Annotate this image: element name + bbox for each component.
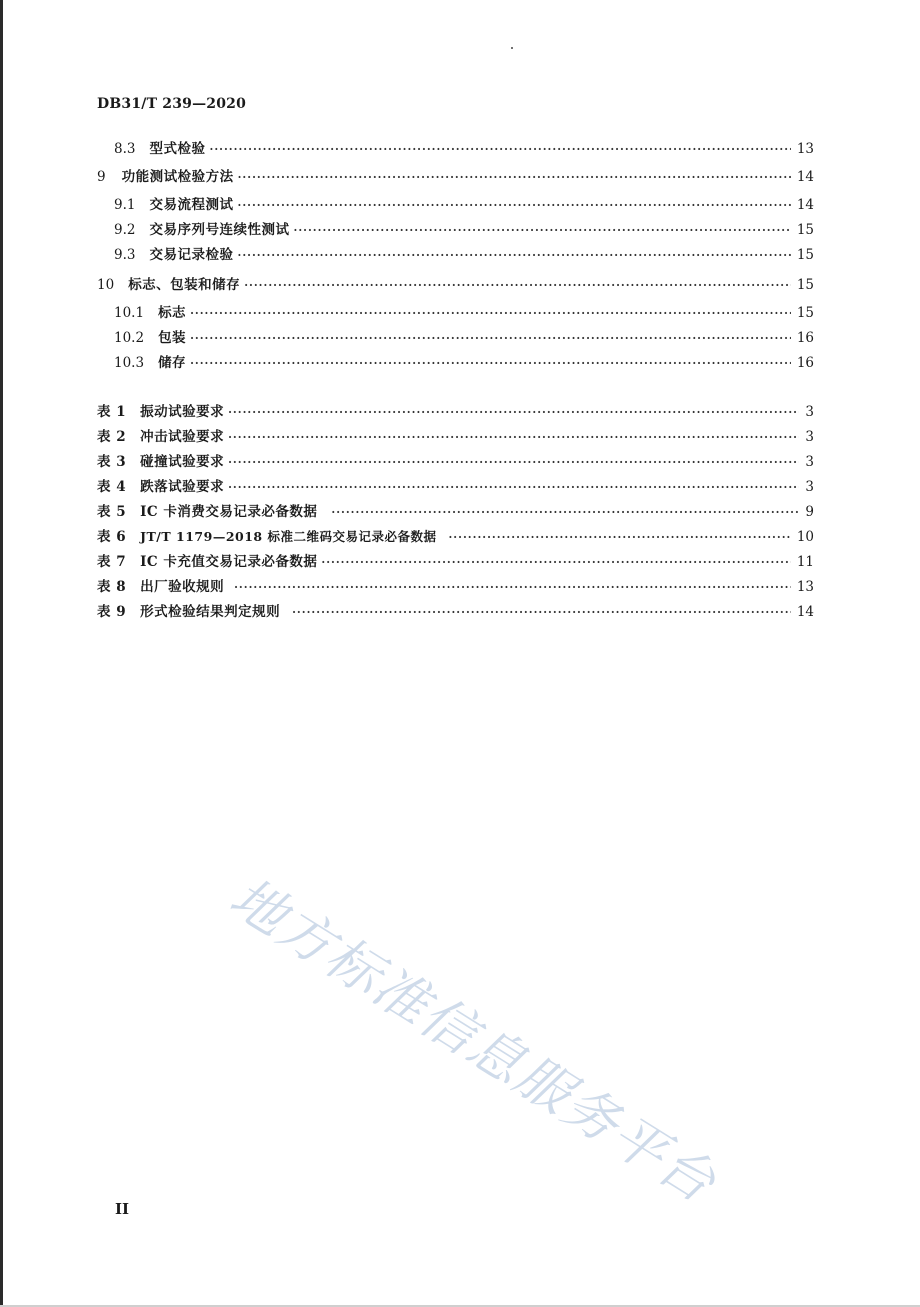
toc-page: 16: [796, 355, 814, 371]
toc-leader: [190, 329, 791, 349]
toc-title: 标志、包装和储存: [128, 277, 241, 293]
toc-leader: [331, 503, 799, 523]
table-number: 表 5: [97, 504, 127, 520]
toc-entry[interactable]: [114, 353, 814, 373]
toc-number: 9.1: [114, 197, 136, 213]
table-title: 碰撞试验要求: [140, 454, 225, 470]
toc-page: 15: [796, 277, 814, 293]
toc-page: 3: [805, 454, 814, 470]
toc-title: 储存: [158, 355, 187, 371]
toc-leader: [234, 578, 791, 598]
toc-page: 13: [796, 141, 814, 157]
toc-leader: [244, 276, 791, 296]
toc-entry[interactable]: [114, 195, 814, 215]
toc-leader: [190, 304, 791, 324]
toc-page: 10: [796, 529, 814, 545]
toc-number: 10.2: [114, 330, 145, 346]
toc-number: 10.1: [114, 305, 145, 321]
toc-entry[interactable]: [97, 275, 814, 295]
toc-page: 11: [796, 554, 814, 570]
toc-leader: [321, 553, 790, 573]
toc-title: 交易记录检验: [149, 247, 234, 263]
toc-title: 交易流程测试: [149, 197, 234, 213]
toc-page: 3: [805, 404, 814, 420]
toc-number: 9.2: [114, 222, 136, 238]
table-list-entry[interactable]: [97, 477, 814, 497]
toc-entry[interactable]: [114, 220, 814, 240]
toc-entry[interactable]: [114, 303, 814, 323]
toc-number: 9: [97, 169, 106, 185]
watermark: 地方标准信息服务平台: [219, 865, 728, 1216]
toc-leader: [293, 221, 790, 241]
table-list-entry[interactable]: [97, 552, 814, 572]
toc-leader: [228, 478, 799, 498]
toc-page: 15: [796, 305, 814, 321]
table-list-entry[interactable]: [97, 502, 814, 522]
table-list-entry[interactable]: [97, 452, 814, 472]
table-number: 表 4: [97, 479, 127, 495]
toc-title: 型式检验: [149, 141, 206, 157]
toc-page: 15: [796, 247, 814, 263]
toc-number: 8.3: [114, 141, 136, 157]
toc-number: 10: [97, 277, 115, 293]
toc-entry[interactable]: [114, 328, 814, 348]
toc-leader: [209, 140, 790, 160]
toc-page: 13: [796, 579, 814, 595]
toc-number: 10.3: [114, 355, 145, 371]
table-number: 表 7: [97, 554, 127, 570]
toc-leader: [237, 246, 790, 266]
toc-entry[interactable]: [97, 167, 814, 187]
toc-leader: [228, 403, 799, 423]
table-title: IC 卡充值交易记录必备数据: [140, 554, 318, 570]
table-title: 冲击试验要求: [140, 429, 225, 445]
page-left-edge: [0, 0, 3, 1307]
table-title: 形式检验结果判定规则: [140, 604, 281, 620]
table-number: 表 6: [97, 529, 127, 545]
page-number: II: [115, 1200, 130, 1218]
scan-speck: [511, 47, 513, 49]
toc-page: 3: [805, 479, 814, 495]
toc-page: 16: [796, 330, 814, 346]
table-number: 表 1: [97, 404, 127, 420]
toc-title: 功能测试检验方法: [121, 169, 234, 185]
table-title: 振动试验要求: [140, 404, 225, 420]
table-title: IC 卡消费交易记录必备数据: [140, 504, 318, 520]
table-list-entry[interactable]: [97, 577, 814, 597]
toc-leader: [448, 528, 790, 548]
toc-entry[interactable]: [114, 245, 814, 265]
toc-page: 15: [796, 222, 814, 238]
table-title: 跌落试验要求: [140, 479, 225, 495]
toc-page: 14: [796, 604, 814, 620]
toc-leader: [228, 428, 799, 448]
toc-page: 14: [796, 197, 814, 213]
toc-page: 9: [805, 504, 814, 520]
toc-page: 14: [796, 169, 814, 185]
toc-leader: [228, 453, 799, 473]
document-code: DB31/T 239—2020: [97, 96, 247, 112]
table-number: 表 8: [97, 579, 127, 595]
toc-leader: [190, 354, 791, 374]
table-list-entry[interactable]: [97, 402, 814, 422]
table-list-entry[interactable]: [97, 427, 814, 447]
table-title: JT/T 1179—2018 标准二维码交易记录必备数据: [140, 529, 437, 544]
toc-leader: [238, 168, 791, 188]
table-number: 表 3: [97, 454, 127, 470]
toc-title: 标志: [158, 305, 187, 321]
table-list-entry[interactable]: [97, 527, 814, 547]
table-number: 表 9: [97, 604, 127, 620]
toc-leader: [237, 196, 790, 216]
toc-title: 交易序列号连续性测试: [149, 222, 290, 238]
table-title: 出厂验收规则: [140, 579, 225, 595]
toc-entry[interactable]: [114, 139, 814, 159]
table-list-entry[interactable]: [97, 602, 814, 622]
toc-title: 包装: [158, 330, 187, 346]
toc-leader: [292, 603, 791, 623]
toc-number: 9.3: [114, 247, 136, 263]
toc-page: 3: [805, 429, 814, 445]
table-number: 表 2: [97, 429, 127, 445]
